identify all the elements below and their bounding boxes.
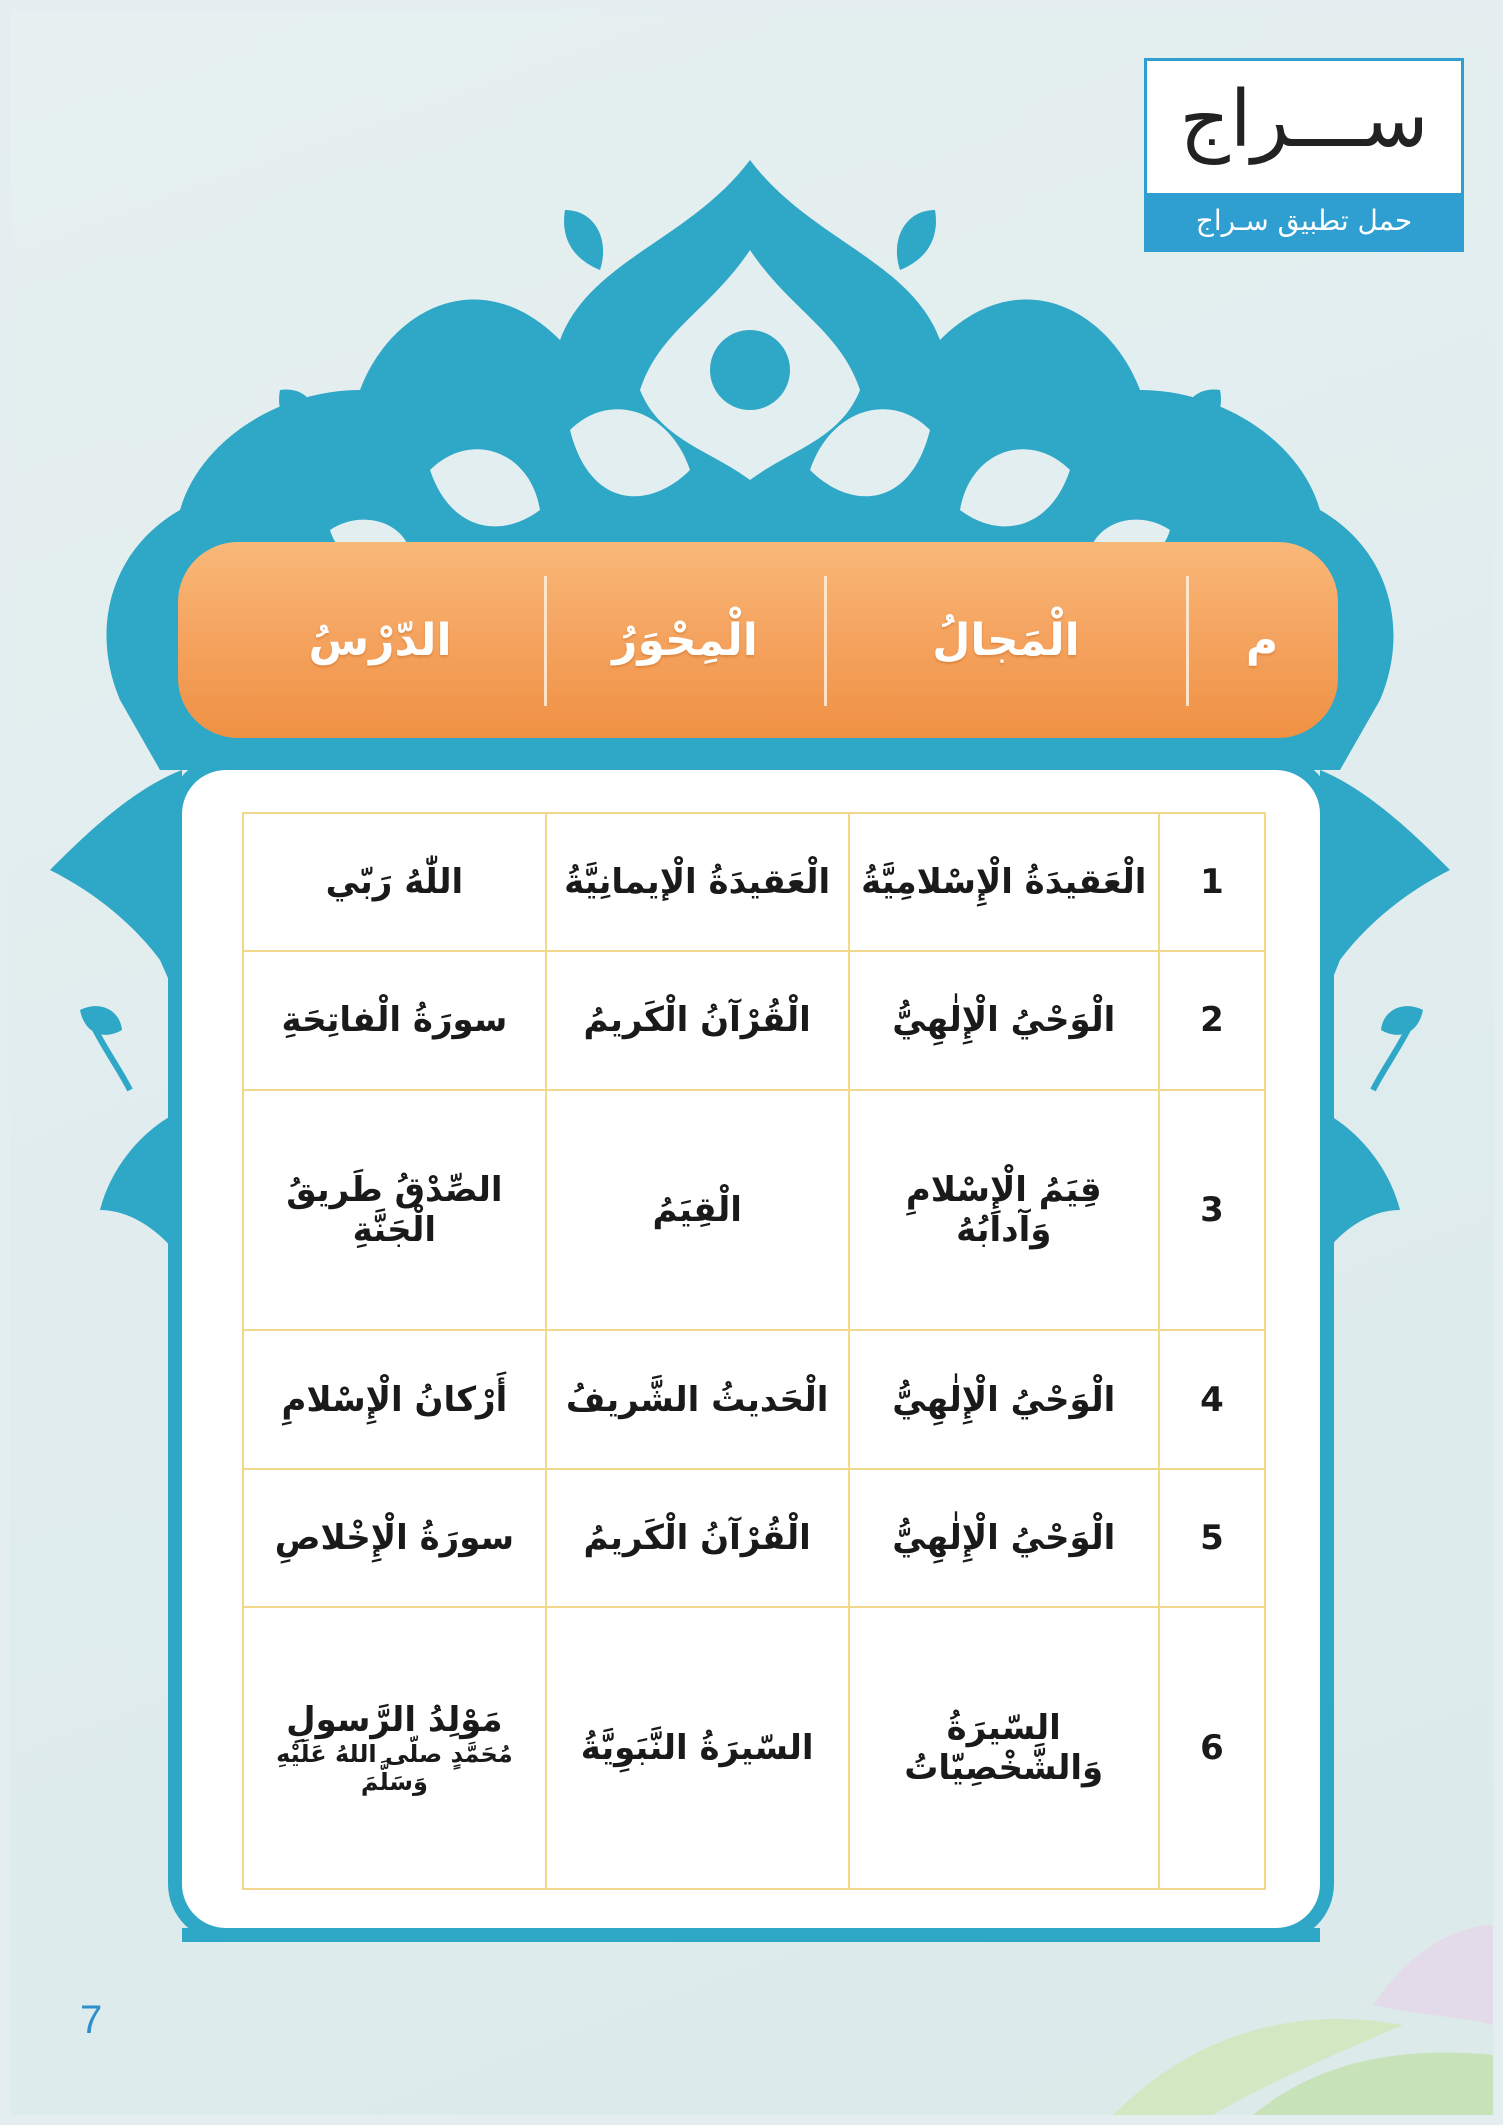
header-axis: الْمِحْوَرُ — [612, 614, 758, 666]
row-number: 5 — [1159, 1469, 1265, 1607]
table-row — [243, 1090, 1265, 1331]
table-row — [243, 951, 1265, 1089]
table-row — [243, 1607, 1265, 1889]
page — [10, 10, 1493, 2115]
row-axis: الْحَديثُ الشَّريفُ — [546, 1330, 849, 1468]
header-divider — [824, 576, 827, 706]
lessons-table — [242, 812, 1266, 1890]
row-axis: السّيرَةُ النَّبَوِيَّةُ — [546, 1607, 849, 1889]
logo-wordmark: ســـراج — [1179, 75, 1429, 165]
row-lesson: اللّٰهُ رَبّي — [243, 813, 546, 951]
lesson-main-text: مَوْلِدُ الرَّسولِ — [286, 1700, 503, 1741]
logo-tagline: حمل تطبيق سـراج — [1147, 193, 1461, 249]
row-domain: الْوَحْيُ الْإِلٰهِيُّ — [849, 1469, 1159, 1607]
table-header-band — [178, 542, 1338, 738]
header-num: م — [1245, 614, 1279, 666]
row-lesson — [243, 1607, 546, 1889]
page-number: 7 — [80, 1998, 103, 2042]
row-number: 6 — [1159, 1607, 1265, 1889]
row-number: 4 — [1159, 1330, 1265, 1468]
table-row — [243, 813, 1265, 951]
header-lesson: الدّرْسُ — [308, 614, 452, 666]
table-row — [243, 1330, 1265, 1468]
row-number: 1 — [1159, 813, 1265, 951]
row-lesson: سورَةُ الْإِخْلاصِ — [243, 1469, 546, 1607]
row-domain: الْوَحْيُ الْإِلٰهِيُّ — [849, 1330, 1159, 1468]
row-lesson: أَرْكانُ الْإِسْلامِ — [243, 1330, 546, 1468]
row-axis: الْعَقيدَةُ الْإيمانِيَّةُ — [546, 813, 849, 951]
lessons-panel — [182, 770, 1320, 1928]
lesson-line-3: وَسَلَّمَ — [360, 1768, 428, 1797]
header-divider — [1186, 576, 1189, 706]
row-lesson: سورَةُ الْفاتِحَةِ — [243, 951, 546, 1089]
row-number: 2 — [1159, 951, 1265, 1089]
header-domain: الْمَجالُ — [932, 614, 1080, 666]
row-number: 3 — [1159, 1090, 1265, 1331]
row-lesson: الصِّدْقُ طَريقُ الْجَنَّةِ — [243, 1090, 546, 1331]
row-domain: الْعَقيدَةُ الْإِسْلامِيَّةُ — [849, 813, 1159, 951]
lesson-line-2: مُحَمَّدٍ صلّى اللهُ عَلَيْهِ — [276, 1740, 513, 1769]
row-domain: قِيَمُ الْإِسْلامِ وَآدابُهُ — [849, 1090, 1159, 1331]
siraj-logo — [1144, 58, 1464, 252]
row-axis: الْقُرْآنُ الْكَريمُ — [546, 951, 849, 1089]
leaf-decoration — [1073, 1885, 1493, 2115]
table-row — [243, 1469, 1265, 1607]
row-axis: الْقُرْآنُ الْكَريمُ — [546, 1469, 849, 1607]
header-divider — [544, 576, 547, 706]
row-axis: الْقِيَمُ — [546, 1090, 849, 1331]
row-domain: الْوَحْيُ الْإِلٰهِيُّ — [849, 951, 1159, 1089]
row-domain: السّيرَةُ وَالشَّخْصِيّاتُ — [849, 1607, 1159, 1889]
